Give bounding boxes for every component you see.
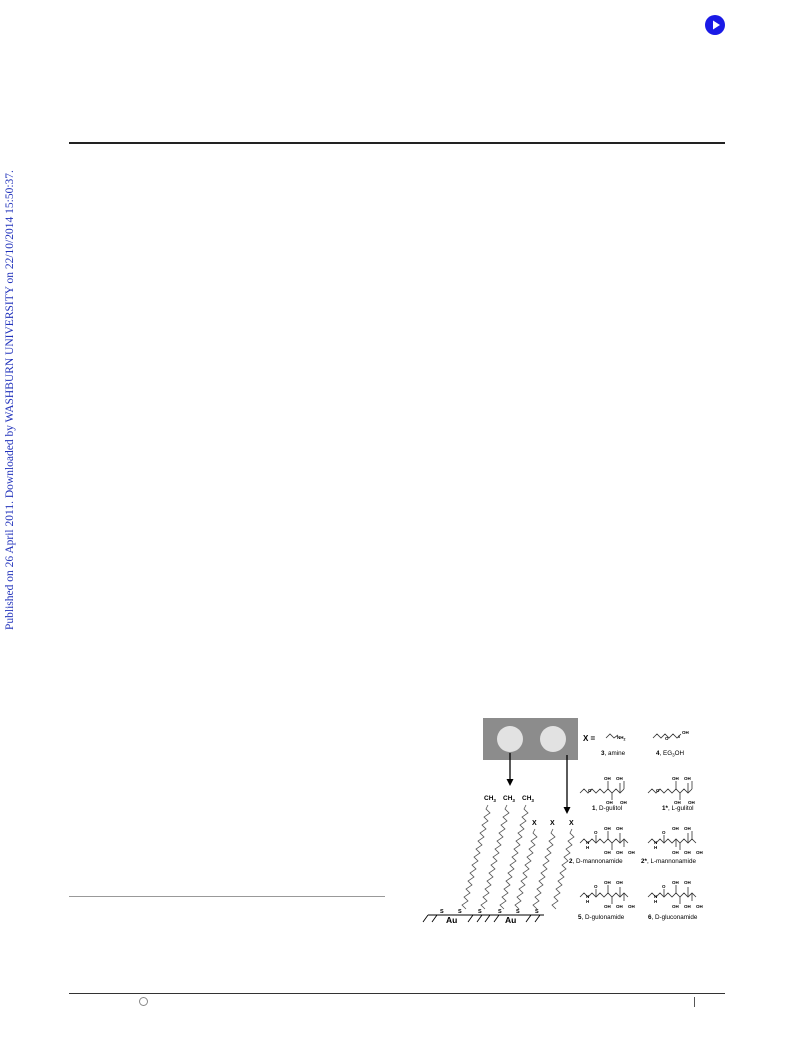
svg-text:OH: OH [616, 880, 623, 885]
s-atom: S [478, 909, 482, 915]
svg-text:O: O [594, 830, 598, 835]
chain-ch3-2 [481, 805, 509, 909]
svg-text:NH2: $NH_2$ [617, 735, 626, 742]
play-button[interactable] [705, 15, 725, 35]
chain-x-1 [515, 829, 537, 909]
svg-text:H: H [586, 899, 590, 904]
svg-text:H: H [654, 899, 658, 904]
svg-text:OH: OH [684, 850, 691, 855]
compound-2-star: 2*, L-mannonamide [641, 858, 696, 865]
gold-surfaces [423, 915, 544, 922]
svg-text:OH: OH [682, 730, 689, 735]
svg-text:3: 3 [678, 735, 680, 739]
svg-text:OH: OH [688, 800, 695, 805]
compound-2: 2, D-mannonamide [569, 858, 623, 865]
alkyl-chains [462, 805, 574, 909]
structure-skeletons [580, 734, 696, 904]
svg-text:OH: OH [672, 776, 679, 781]
ch3-label: $CH_3$ [522, 795, 534, 803]
compound-5: 5, D-gulonamide [578, 914, 625, 921]
compound-1-star: 1*, L-gulitol [662, 805, 694, 812]
play-icon [705, 15, 725, 35]
svg-text:OH: OH [672, 904, 679, 909]
svg-text:OH: OH [628, 850, 635, 855]
svg-text:N: N [586, 840, 590, 845]
svg-text:O: O [588, 788, 592, 793]
svg-text:OH: OH [672, 826, 679, 831]
svg-text:OH: OH [672, 880, 679, 885]
svg-text:O: O [662, 884, 666, 889]
svg-text:O: O [665, 736, 669, 741]
svg-text:N: N [654, 840, 658, 845]
array-spot-left [497, 726, 523, 752]
chain-ch3-1 [462, 805, 490, 909]
svg-text:OH: OH [620, 800, 627, 805]
svg-text:OH: OH [606, 800, 613, 805]
monolayer-scheme-figure [420, 712, 720, 932]
svg-text:OH: OH [616, 826, 623, 831]
s-atom: S [516, 909, 520, 915]
copyright-circle-icon [139, 997, 148, 1006]
x-equals-label: X = [583, 734, 596, 743]
svg-text:OH: OH [604, 776, 611, 781]
svg-text:OH: OH [604, 826, 611, 831]
svg-text:OH: OH [696, 850, 703, 855]
svg-text:OH: OH [616, 850, 623, 855]
svg-text:OH: OH [616, 776, 623, 781]
page-number-separator [694, 997, 695, 1007]
chain-ch3-3 [500, 805, 528, 909]
svg-text:OH: OH [604, 904, 611, 909]
svg-text:OH: OH [616, 904, 623, 909]
svg-text:OH: OH [696, 904, 703, 909]
svg-text:O: O [662, 830, 666, 835]
arrow-right-head [564, 807, 571, 814]
ch3-labels [484, 795, 534, 803]
chain-x-2 [533, 829, 555, 909]
s-atom: S [440, 909, 444, 915]
svg-text:O: O [656, 788, 660, 793]
publication-note[interactable]: Published on 26 April 2011. Downloaded by WASHBURN UNIVERSITY on 22/10/2014 15:50:37. [4, 170, 16, 630]
x-markers [532, 820, 574, 827]
x-marker: X [550, 820, 555, 827]
au-label-2: Au [505, 915, 517, 925]
compound-4: 4, $EG_3OH$ [656, 750, 685, 758]
array-spot-right [540, 726, 566, 752]
svg-text:N: N [586, 894, 590, 899]
arrow-left-head [507, 779, 514, 786]
ch3-label: $CH_3$ [503, 795, 515, 803]
ch3-label: $CH_3$ [484, 795, 496, 803]
svg-text:OH: OH [604, 850, 611, 855]
svg-text:H: H [654, 845, 658, 850]
footer-rule [69, 993, 725, 994]
s-atom: S [498, 909, 502, 915]
svg-text:OH: OH [684, 904, 691, 909]
svg-text:N: N [654, 894, 658, 899]
svg-text:OH: OH [684, 826, 691, 831]
svg-text:OH: OH [628, 904, 635, 909]
s-atom: S [535, 909, 539, 915]
x-marker: X [569, 820, 574, 827]
scheme-svg [420, 712, 720, 932]
svg-text:OH: OH [674, 800, 681, 805]
compound-3: 3, amine [601, 750, 626, 757]
svg-text:OH: OH [684, 880, 691, 885]
chain-x-3 [552, 829, 574, 909]
compound-6: 6, D-gluconamide [648, 914, 698, 921]
svg-text:OH: OH [604, 880, 611, 885]
svg-text:O: O [594, 884, 598, 889]
svg-text:OH: OH [672, 850, 679, 855]
s-atom: S [458, 909, 462, 915]
compound-1: 1, D-gulitol [592, 805, 623, 812]
svg-text:OH: OH [684, 776, 691, 781]
svg-text:H: H [586, 845, 590, 850]
footnote-divider [69, 896, 385, 897]
header-rule [69, 142, 725, 144]
x-marker: X [532, 820, 537, 827]
au-label-1: Au [446, 915, 458, 925]
